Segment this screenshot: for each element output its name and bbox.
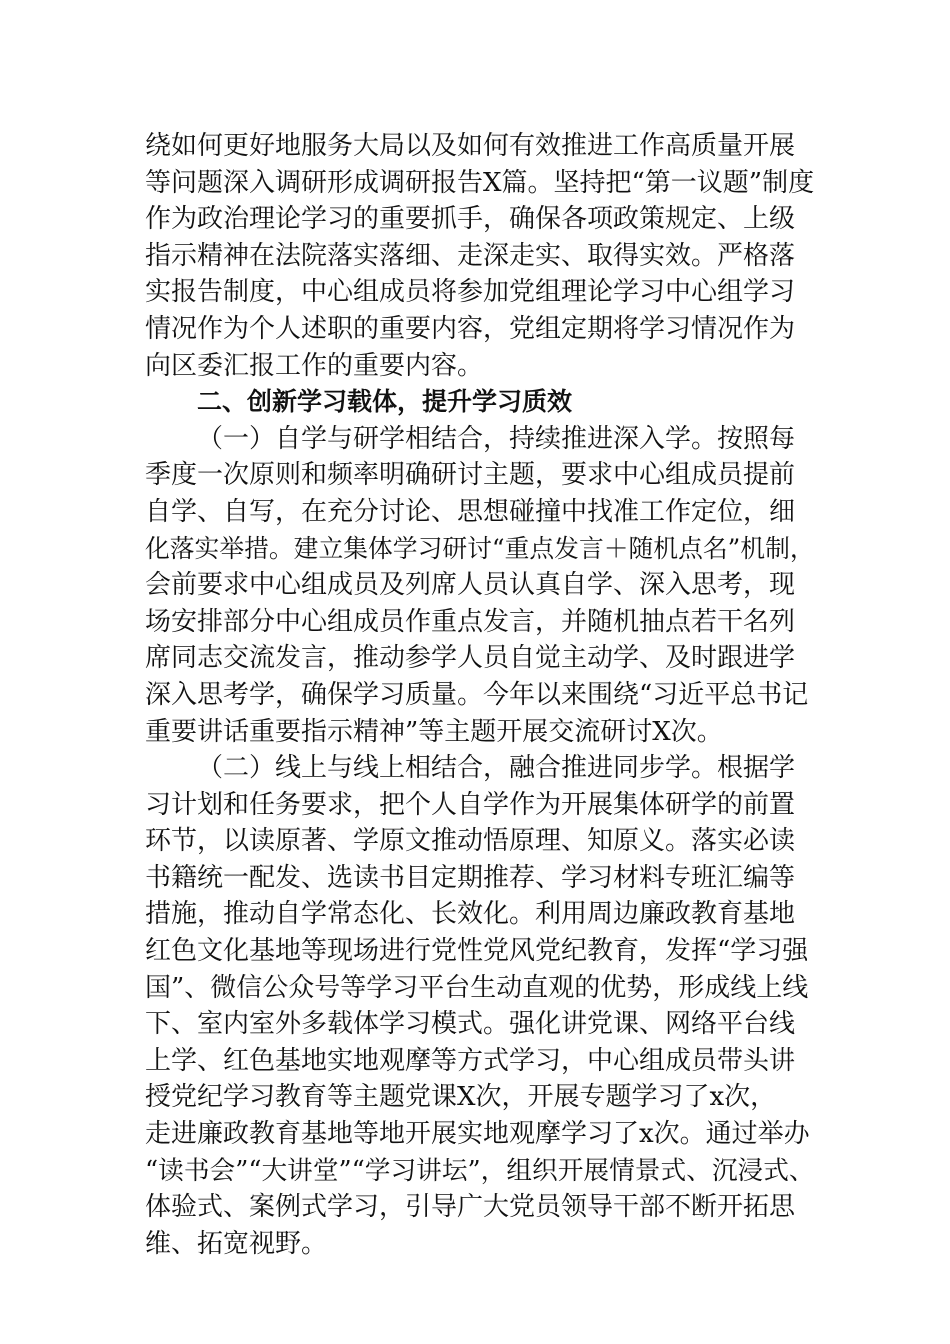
body-line: 上学、红色基地实地观摩等方式学习，中心组成员带头讲 <box>145 1045 796 1076</box>
body-line: 重要讲话重要指示精神”等主题开展交流研讨X次。 <box>145 716 723 747</box>
body-line: “读书会”“大讲堂”“学习讲坛”，组织开展情景式、沉浸式、 <box>145 1155 815 1186</box>
body-line: 国”、微信公众号等学习平台生动直观的优势，形成线上线 <box>145 972 809 1003</box>
body-line: 实报告制度，中心组成员将参加党组理论学习中心组学习 <box>145 277 796 308</box>
body-line: 维、拓宽视野。 <box>145 1228 328 1259</box>
body-line: 作为政治理论学习的重要抓手，确保各项政策规定、上级 <box>145 204 796 235</box>
body-line: 环节，以读原著、学原文推动悟原理、知原义。落实必读 <box>145 826 796 857</box>
body-line: 席同志交流发言，推动参学人员自觉主动学、及时跟进学 <box>145 643 796 674</box>
document-body <box>145 128 815 1262</box>
body-line: 习计划和任务要求，把个人自学作为开展集体研学的前置 <box>145 789 796 820</box>
paragraph-first-line: （二）线上与线上相结合，融合推进同步学。根据学 <box>197 753 796 784</box>
body-line: 情况作为个人述职的重要内容，党组定期将学习情况作为 <box>145 313 796 344</box>
body-line: 向区委汇报工作的重要内容。 <box>145 350 484 381</box>
body-line: 季度一次原则和频率明确研讨主题，要求中心组成员提前 <box>145 460 796 491</box>
body-line: 体验式、案例式学习，引导广大党员领导干部不断开拓思 <box>145 1192 796 1223</box>
body-line: 措施，推动自学常态化、长效化。利用周边廉政教育基地 <box>145 899 796 930</box>
body-line: 绕如何更好地服务大局以及如何有效推进工作高质量开展 <box>145 131 796 161</box>
body-line: 走进廉政教育基地等地开展实地观摩学习了x次。通过举办 <box>145 1119 810 1150</box>
body-line: 红色文化基地等现场进行党性党风党纪教育，发挥“学习强 <box>145 936 809 967</box>
body-line: 场安排部分中心组成员作重点发言，并随机抽点若干名列 <box>145 606 796 637</box>
body-line: 会前要求中心组成员及列席人员认真自学、深入思考，现 <box>145 570 796 601</box>
section-heading: 二、创新学习载体，提升学习质效 <box>197 387 573 417</box>
body-line: 深入思考学，确保学习质量。今年以来围绕“习近平总书记 <box>145 679 809 710</box>
paragraph-first-line: （一）自学与研学相结合，持续推进深入学。按照每 <box>197 423 796 454</box>
body-line: 自学、自写，在充分讨论、思想碰撞中找准工作定位，细 <box>145 496 796 527</box>
body-line: 等问题深入调研形成调研报告X篇。坚持把“第一议题”制度 <box>145 167 815 198</box>
body-line: 授党纪学习教育等主题党课X次，开展专题学习了x次， <box>145 1082 777 1113</box>
body-line: 指示精神在法院落实落细、走深走实、取得实效。严格落 <box>145 240 796 271</box>
body-line: 书籍统一配发、选读书目定期推荐、学习材料专班汇编等 <box>145 862 796 893</box>
body-line: 下、室内室外多载体学习模式。强化讲党课、网络平台线 <box>145 1009 796 1040</box>
body-line: 化落实举措。建立集体学习研讨“重点发言＋随机点名”机制， <box>145 533 815 563</box>
